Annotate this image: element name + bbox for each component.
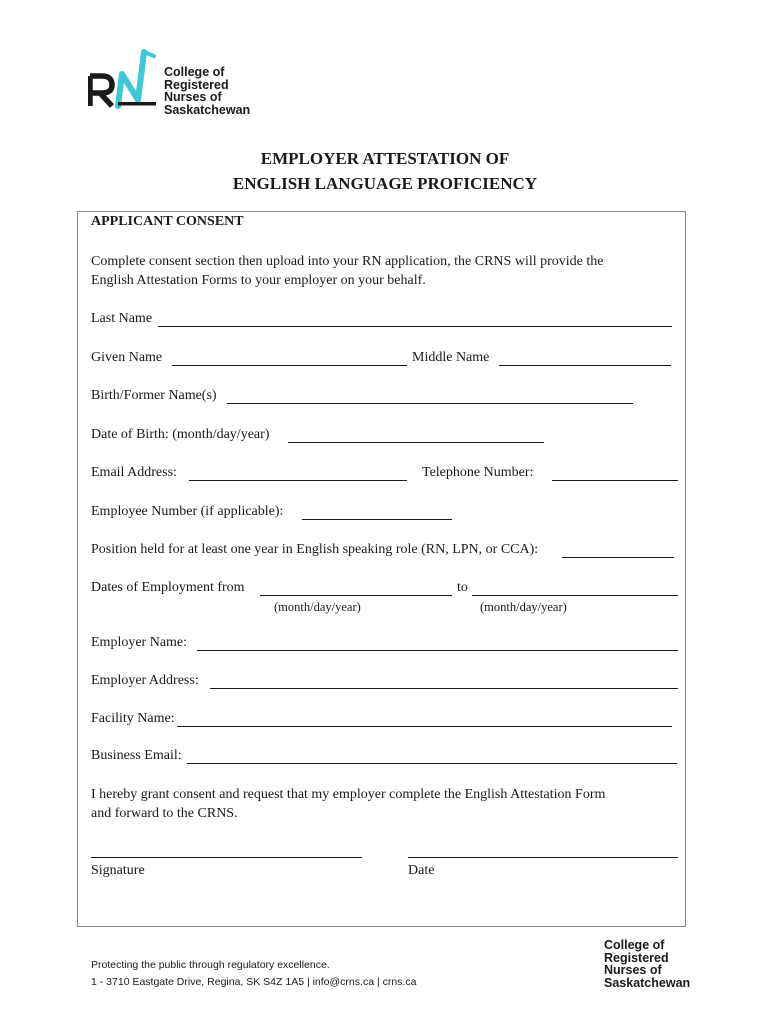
intro-line2: English Attestation Forms to your employer on your behalf. [91,273,426,288]
position-field[interactable] [562,557,674,558]
former-names-label: Birth/Former Name(s) [91,388,217,403]
date-field[interactable] [408,857,678,858]
business-email-label: Business Email: [91,748,182,763]
consent-line2: and forward to the CRNS. [91,806,238,821]
footer-tagline: Protecting the public through regulatory excellence. [91,959,330,971]
last-name-label: Last Name [91,311,153,326]
dates-to-field[interactable] [472,595,678,596]
email-label: Email Address: [91,465,177,480]
date-hint-to: (month/day/year) [480,600,567,614]
employer-name-field[interactable] [197,650,678,651]
business-email-field[interactable] [187,763,677,764]
employer-name-label: Employer Name: [91,635,188,650]
footer-logo-wordmark: College of Registered Nurses of Saskatchewan [604,938,691,990]
position-label: Position held for at least one year in English speaking role (RN, LPN, or CCA): [91,542,539,557]
employer-address-label: Employer Address: [91,673,199,688]
page-title-line2: ENGLISH LANGUAGE PROFICIENCY [232,174,538,193]
signature-field[interactable] [91,857,362,858]
dob-label: Date of Birth: (month/day/year) [91,427,270,442]
email-field[interactable] [189,480,407,481]
telephone-field[interactable] [552,480,678,481]
section-heading: APPLICANT CONSENT [91,214,244,229]
crns-logo [88,48,268,124]
signature-label: Signature [91,863,145,878]
date-hint-from: (month/day/year) [274,600,361,614]
middle-name-field[interactable] [499,365,671,366]
rn-logo-icon [88,48,160,124]
facility-name-field[interactable] [177,726,672,727]
footer-address: 1 - 3710 Eastgate Drive, Regina, SK S4Z 1A5 | info@crns.ca | crns.ca [91,976,417,988]
given-name-field[interactable] [172,365,407,366]
given-name-label: Given Name [91,350,163,365]
employer-address-field[interactable] [210,688,678,689]
former-names-field[interactable] [227,403,633,404]
dates-from-field[interactable] [260,595,452,596]
facility-name-label: Facility Name: [91,711,175,726]
dates-from-label: Dates of Employment from [91,580,245,595]
logo-wordmark: College of Registered Nurses of Saskatchewan [164,65,251,117]
page-title-line1: EMPLOYER ATTESTATION OF [260,149,510,168]
employee-number-field[interactable] [302,519,452,520]
last-name-field[interactable] [158,326,672,327]
date-label: Date [408,863,435,878]
dates-to-label: to [457,580,468,595]
intro-line1: Complete consent section then upload into your RN application, the CRNS will provide the [91,254,604,269]
consent-line1: I hereby grant consent and request that my employer complete the English Attestation Form [91,787,606,802]
middle-name-label: Middle Name [412,350,490,365]
telephone-label: Telephone Number: [422,465,534,480]
employee-number-label: Employee Number (if applicable): [91,504,284,519]
dob-field[interactable] [288,442,544,443]
